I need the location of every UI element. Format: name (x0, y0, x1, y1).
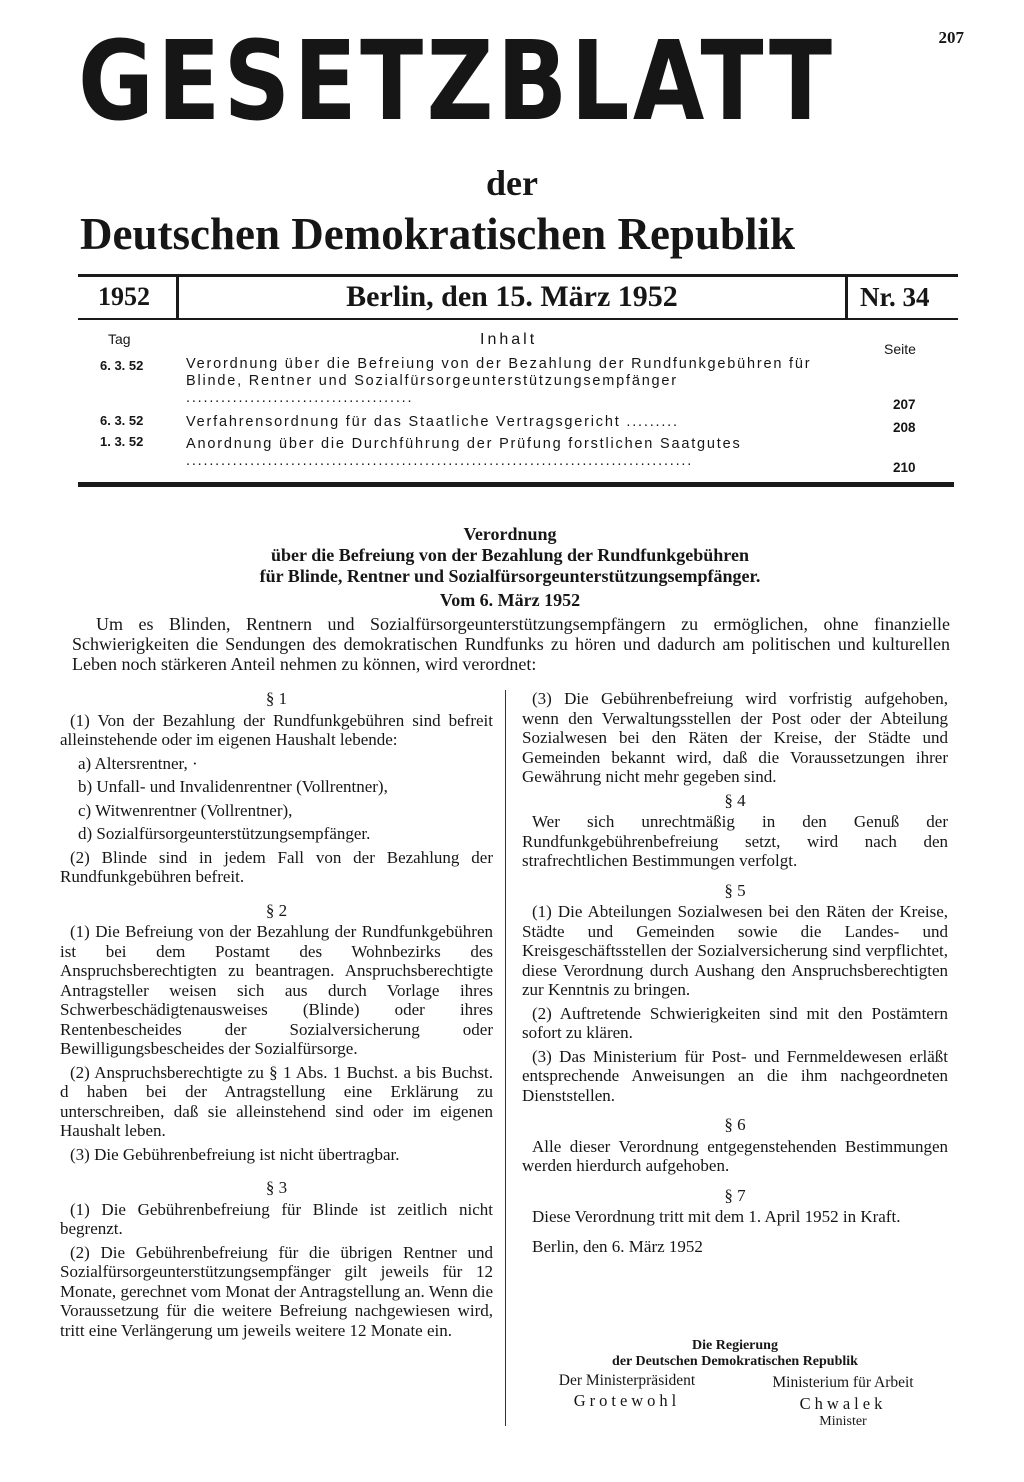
toc-entry-text: Verfahrensordnung für das Staatliche Vertragsgericht ......... (186, 414, 679, 430)
toc-entry-page: 207 (893, 397, 916, 412)
toc-entry-text: Anordnung über die Durchführung der Prüfung forstlichen Saatgutes ....................................................................................... (186, 436, 742, 469)
section-heading: § 2 (265, 900, 288, 920)
paragraph: (1) Von der Bezahlung der Rundfunkgebühren sind befreit alleinstehende oder im eigenen Haushalt lebende: (60, 710, 493, 749)
section-heading: § 4 (724, 790, 746, 810)
signature-government-line-1: Die Regierung (692, 1338, 778, 1353)
list-item: c) Witwenrentner (Vollrentner), (78, 800, 293, 820)
toc-heading: Inhalt (480, 331, 538, 348)
issue-place-date: Berlin, den 15. März 1952 (346, 280, 678, 313)
decree-heading-line-1: Verordnung (463, 524, 557, 544)
paragraph: (3) Das Ministerium für Post- und Fernmeldewesen erläßt entsprechende Anweisungen an die ihm nachgeordneten Dienststellen. (522, 1046, 948, 1105)
section-heading: § 3 (265, 1178, 288, 1197)
toc-entry-date: 6. 3. 52 (100, 358, 144, 373)
decree-heading (60, 524, 960, 611)
signature-right-title: Minister (819, 1414, 867, 1429)
list-item: d) Sozialfürsorgeunterstützungsempfänger. (78, 824, 371, 843)
paragraph: (2) Die Gebührenbefreiung für die übrigen Rentner und Sozialfürsorgeunterstützungsempfänger gilt jeweils für 12 Monate, gerechnet vom Monat der Antragstellung an. Wenn die Voraussetzung für die weitere Befreiung nachgewiesen wird, tritt eine Verlängerung um jeweils weitere 12 Monate ein. (60, 1242, 493, 1340)
masthead-subtitle-country: Deutschen Demokratischen Republik (80, 209, 796, 259)
issue-bar-divider-left (176, 274, 179, 320)
toc-entry-text: Verordnung über die Befreiung von der Bezahlung der Rundfunkgebühren für Blinde, Rentner und Sozialfürsorgeunterstützungsempfänger ....................................... (186, 356, 812, 406)
section-heading: § 1 (265, 689, 288, 708)
paragraph: (3) Die Gebührenbefreiung ist nicht übertragbar. (70, 1144, 400, 1164)
paragraph: (1) Die Gebührenbefreiung für Blinde ist zeitlich nicht begrenzt. (60, 1199, 493, 1238)
place-date: Berlin, den 6. März 1952 (532, 1236, 703, 1256)
masthead-title: GESETZBLATT (78, 17, 836, 145)
toc-entry-date: 6. 3. 52 (100, 413, 144, 428)
decree-preamble: Um es Blinden, Rentnern und Sozialfürsorgeunterstützungsempfängern zu ermöglichen, ohne finanzielle Schwierigkeiten die Sendungen des demokratischen Rundfunks zu hören und dadurch am politischen und kulturellen Leben noch stärkeren Anteil nehmen zu können, wird verordnet: (72, 614, 950, 674)
toc-page-label: Seite (884, 341, 916, 357)
paragraph: (3) Die Gebührenbefreiung wird vorfristig aufgehoben, wenn den Verwaltungsstellen der Post oder der Abteilung Sozialwesen bei den Räten der Kreise, der Städte und Gemeinden bekannt wird, daß die Voraussetzungen ihrer Gewährung nicht mehr gegeben sind. (522, 689, 948, 786)
section-heading: § 6 (724, 1115, 746, 1134)
decree-date-line: Vom 6. März 1952 (439, 590, 581, 610)
column-divider (505, 690, 506, 1426)
toc-entry-page: 208 (893, 420, 916, 435)
paragraph: Wer sich unrechtmäßig in den Genuß der Rundfunkgebührenbefreiung setzt, wird nach den strafrechtlichen Bestimmungen verfolgt. (522, 812, 948, 870)
paragraph: (2) Blinde sind in jedem Fall von der Bezahlung der Rundfunkgebühren befreit. (60, 847, 493, 886)
toc-entry-page: 210 (893, 460, 916, 475)
issue-number: Nr. 34 (860, 282, 930, 312)
paragraph: Diese Verordnung tritt mit dem 1. April 1952 in Kraft. (532, 1207, 901, 1226)
paragraph: (1) Die Abteilungen Sozialwesen bei den Räten der Kreise, Städte und Gemeinden sowie die Landes- und Kreisgeschäftsstellen der Sozialversicherung sind verpflichtet, diese Verordnung durch Aushang den Anspruchsberechtigten zur Kenntnis zu bringen. (522, 902, 948, 999)
decree-left-column (60, 689, 493, 1344)
signature-left-role: Der Ministerpräsident (558, 1372, 696, 1389)
signature-left-name: Grotewohl (573, 1391, 681, 1410)
list-item: a) Altersrentner, · (78, 753, 198, 773)
signature-government-line-2: der Deutschen Demokratischen Republik (612, 1354, 858, 1369)
toc-day-label: Tag (108, 331, 131, 347)
issue-bar-bottom-rule (78, 318, 958, 320)
contents-bottom-rule (78, 482, 954, 487)
paragraph: (2) Anspruchsberechtigte zu § 1 Abs. 1 Buchst. a bis Buchst. d haben bei der Antragstellung eine Erklärung zu unterschreiben, daß sie alleinstehend sind oder im eigenen Haushalt leben. (60, 1062, 493, 1140)
signature-right-role: Ministerium für Arbeit (772, 1374, 914, 1391)
paragraph: (2) Auftretende Schwierigkeiten sind mit den Postämtern sofort zu klären. (522, 1003, 948, 1042)
paragraph: Alle dieser Verordnung entgegenstehenden Bestimmungen werden hierdurch aufgehoben. (522, 1136, 948, 1175)
page-number: 207 (938, 28, 964, 47)
issue-year: 1952 (98, 282, 150, 311)
signature-right-name: Chwalek (799, 1394, 887, 1413)
toc-entry-date: 1. 3. 52 (100, 434, 144, 449)
paragraph: (1) Die Befreiung von der Bezahlung der Rundfunkgebühren ist bei dem Postamt des Wohnbezirks des Anspruchsberechtigten zu beantragen. Anspruchsberechtigte Antragsteller weisen sich aus durch Vorlage ihres Schwerbeschädigtenausweises (Blinde) oder ihres Rentenbescheides der Sozialversicherung oder Bewilligungsbescheides der Sozialfürsorge. (60, 922, 493, 1058)
masthead-subtitle-der: der (486, 163, 538, 203)
issue-bar-top-rule (78, 274, 958, 277)
section-heading: § 5 (724, 880, 746, 900)
decree-right-column (522, 689, 948, 1260)
list-item: b) Unfall- und Invalidenrentner (Vollrentner), (78, 777, 388, 796)
issue-bar-divider-right (845, 274, 848, 320)
section-heading: § 7 (724, 1185, 746, 1205)
decree-heading-line-3: für Blinde, Rentner und Sozialfürsorgeunterstützungsempfänger. (259, 566, 761, 586)
decree-heading-line-2: über die Befreiung von der Bezahlung der Rundfunkgebühren (271, 545, 749, 565)
